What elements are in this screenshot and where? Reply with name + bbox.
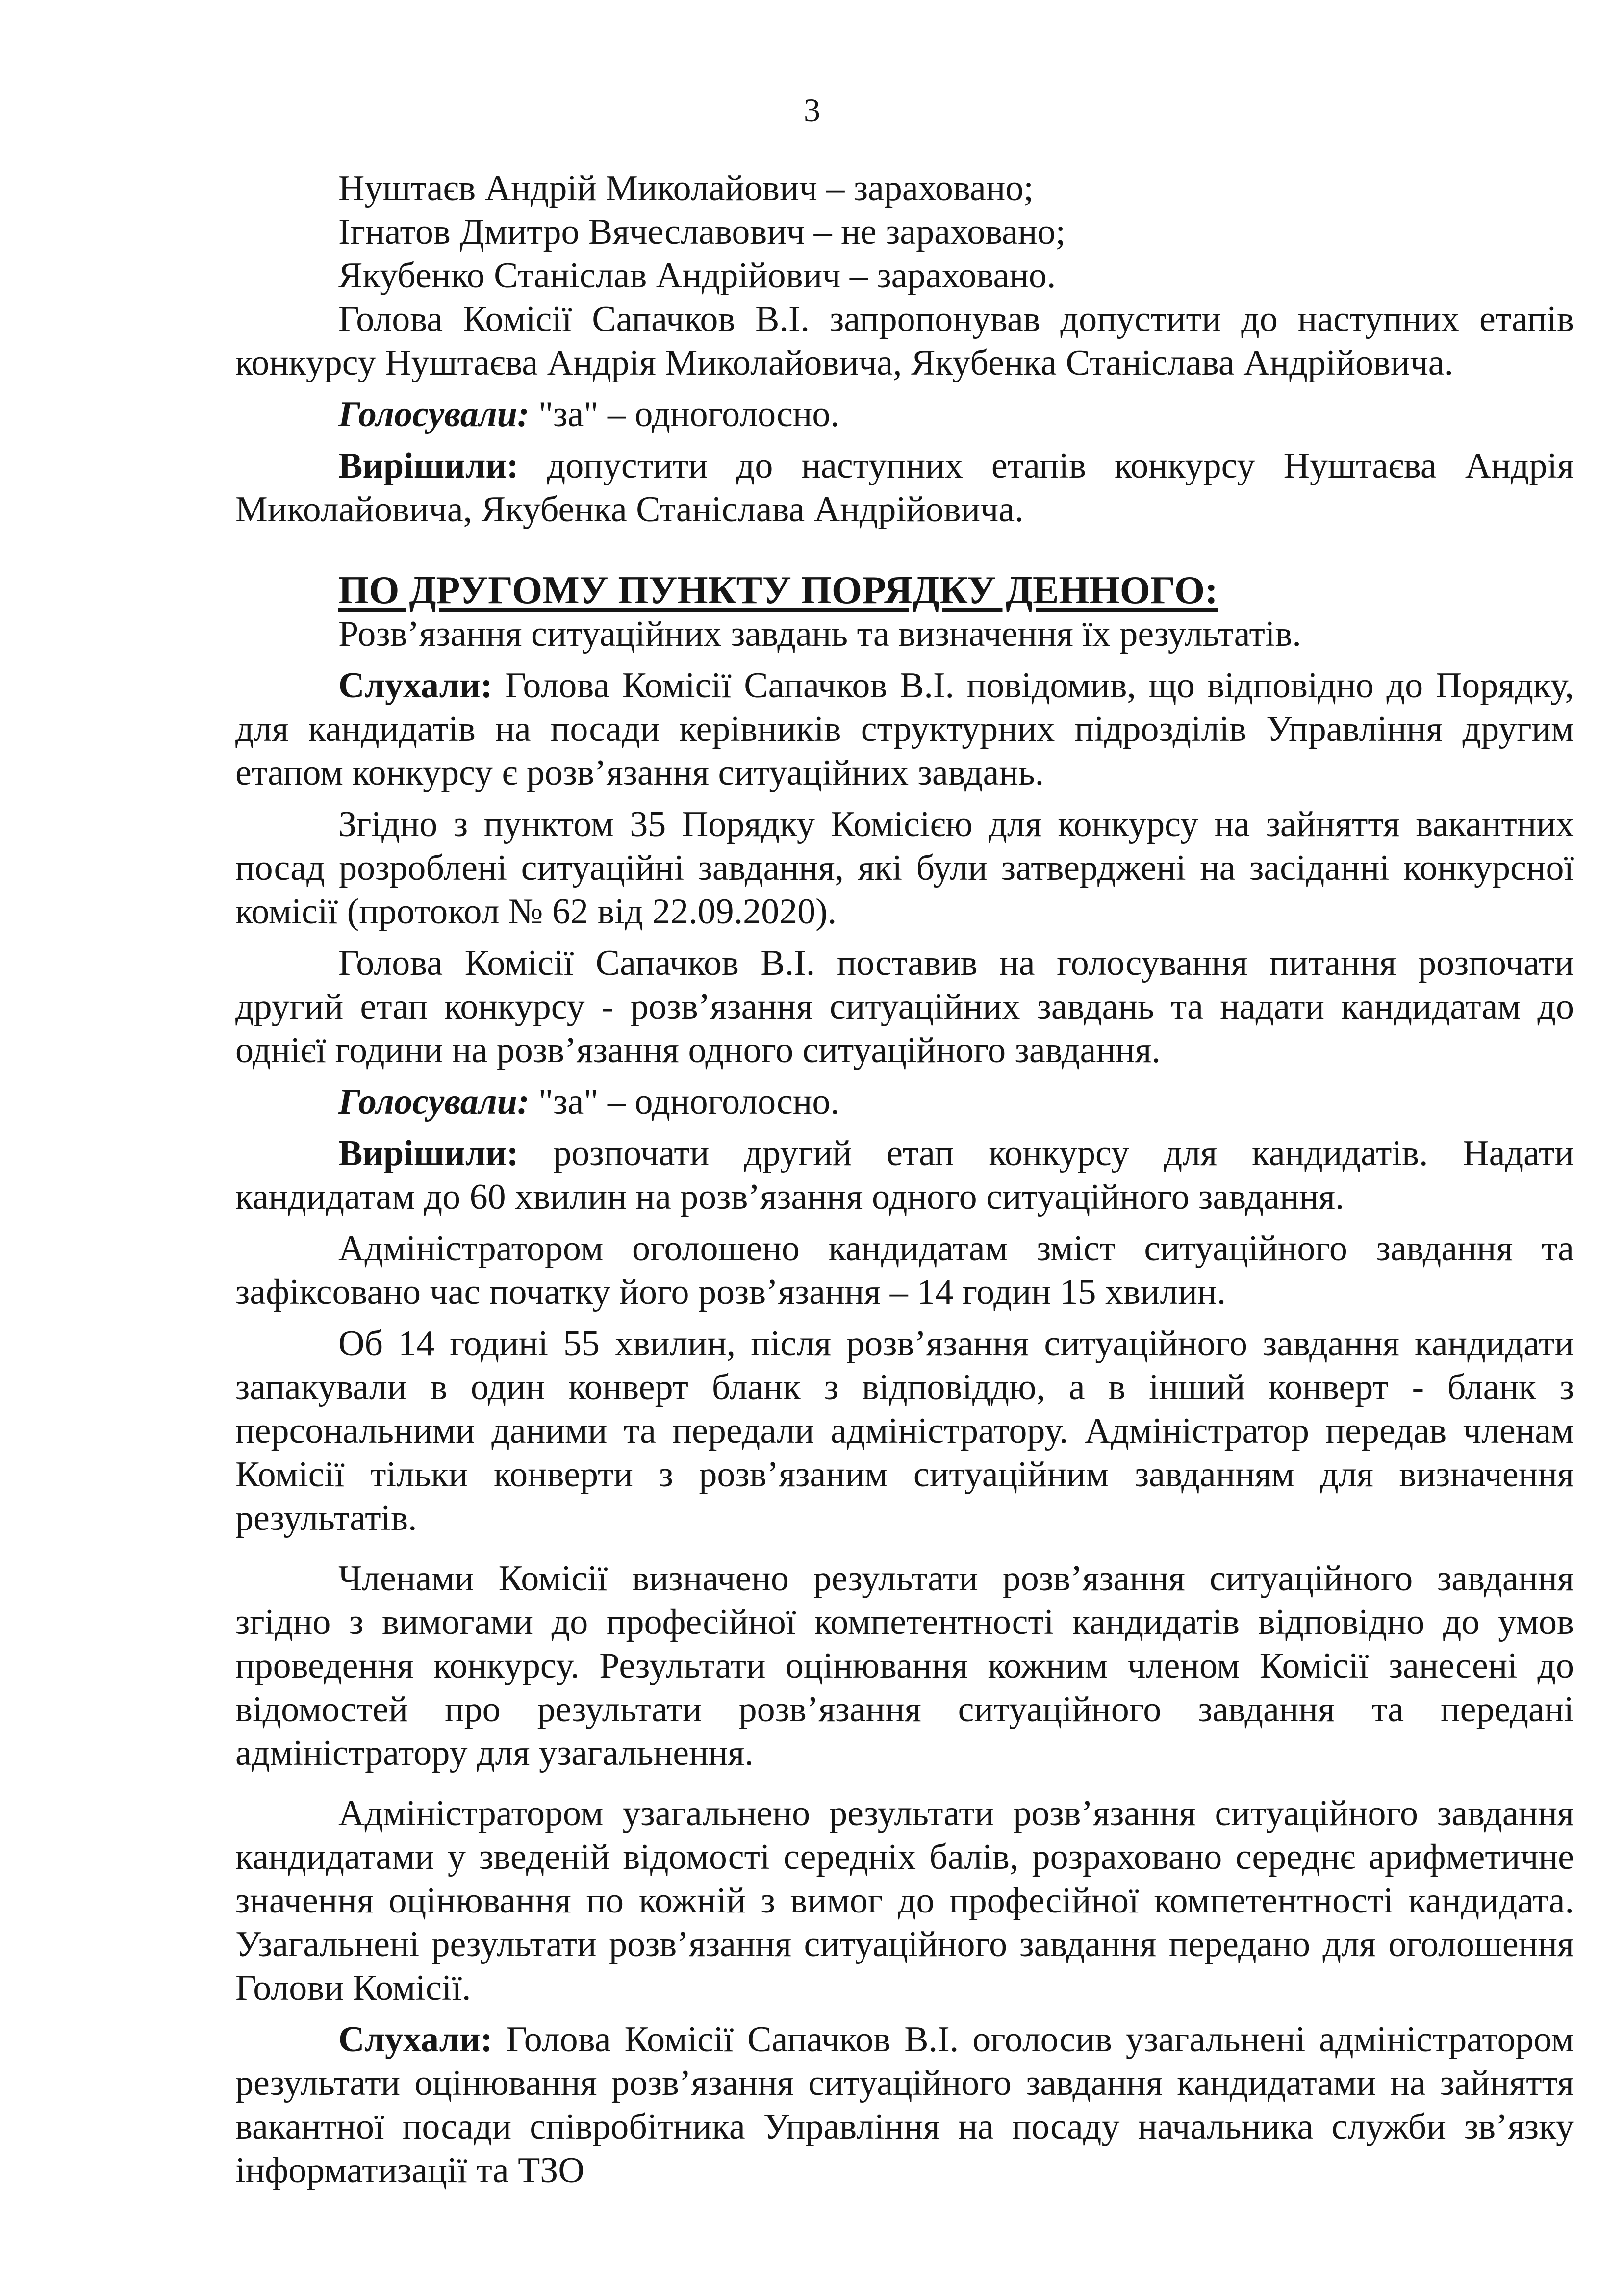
heard-text: Голова Комісії Сапачков В.І. оголосив узагальнені адміністратором результати оцінювання розв’язання ситуаційного завдання кандидатами на зайняття вакантної посади співробітника Управління на посаду начальника служби зв’язку інформатизації та ТЗО bbox=[235, 2019, 1574, 2191]
section-subtitle: Розв’язання ситуаційних завдань та визначення їх результатів. bbox=[338, 614, 1301, 654]
decision-text: розпочати другий етап конкурсу для кандидатів. Надати кандидатам до 60 хвилин на розв’язання одного ситуаційного завдання. bbox=[235, 1133, 1574, 1217]
result-line bbox=[235, 167, 1574, 210]
heard-paragraph bbox=[235, 2018, 1574, 2192]
vote-proposal-paragraph: Голова Комісії Сапачков В.І. поставив на голосування питання розпочати другий етап конкурсу - розв’язання ситуаційних завдань та надати кандидатам до однієї години на розв’язання одного ситуаційного завдання. bbox=[235, 943, 1574, 1071]
vote-text: "за" – одноголосно. bbox=[529, 394, 839, 434]
admin-start-paragraph: Адміністратором оголошено кандидатам зміст ситуаційного завдання та зафіксовано час початку його розв’язання – 14 годин 15 хвилин. bbox=[235, 1228, 1574, 1312]
decision-label: Вирішили: bbox=[338, 446, 519, 486]
members-paragraph: Членами Комісії визначено результати розв’язання ситуаційного завдання згідно з вимогами до професійної компетентності кандидатів відповідно до умов проведення конкурсу. Результати оцінювання кожним членом Комісії занесені до відомостей про результати розв’язання ситуаційного завдання та передані адміністратору для узагальнення. bbox=[235, 1558, 1574, 1773]
vote-paragraph bbox=[235, 393, 1574, 436]
envelopes-paragraph: Об 14 годині 55 хвилин, після розв’язання ситуаційного завдання кандидати запакували в один конверт бланк з відповіддю, а в інший конверт - бланк з персональними даними та передали адміністратору. Адміністратор передав членам Комісії тільки конверти з розв’язаним ситуаційним завданням для визначення результатів. bbox=[235, 1324, 1574, 1538]
heard-paragraph bbox=[235, 664, 1574, 795]
candidate-result: – зараховано; bbox=[817, 168, 1034, 208]
candidate-result: – зараховано. bbox=[840, 255, 1056, 296]
candidate-result: – не зараховано; bbox=[805, 212, 1066, 252]
decision-text: допустити до наступних етапів конкурсу Нуштаєва Андрія Миколайовича, Якубенка Станіслава Андрійовича. bbox=[235, 446, 1574, 530]
page-number: 3 bbox=[804, 91, 820, 128]
proposal-paragraph: Голова Комісії Сапачков В.І. запропонував допустити до наступних етапів конкурсу Нуштаєва Андрія Миколайовича, Якубенка Станіслава Андрійовича. bbox=[235, 299, 1574, 383]
point35-paragraph: Згідно з пунктом 35 Порядку Комісією для конкурсу на зайняття вакантних посад розроблені ситуаційні завдання, які були затверджені на засіданні конкурсної комісії (протокол № 62 від 22.09.2020). bbox=[235, 804, 1574, 932]
decision-label: Вирішили: bbox=[338, 1133, 519, 1173]
document-body bbox=[235, 167, 1574, 2192]
candidate-name: Якубенко Станіслав Андрійович bbox=[338, 255, 841, 296]
admin-summary-paragraph: Адміністратором узагальнено результати розв’язання ситуаційного завдання кандидатами у зведеній відомості середніх балів, розраховано середнє арифметичне значення оцінювання по кожній з вимог до професійної компетентності кандидата. Узагальнені результати розв’язання ситуаційного завдання передано для оголошення Голови Комісії. bbox=[235, 1793, 1574, 2008]
vote-label: Голосували: bbox=[338, 394, 530, 434]
heard-label: Слухали: bbox=[338, 665, 493, 706]
heard-label: Слухали: bbox=[338, 2019, 493, 2060]
candidate-name: Ігнатов Дмитро Вячеславович bbox=[338, 212, 805, 252]
heard-text: Голова Комісії Сапачков В.І. повідомив, що відповідно до Порядку, для кандидатів на посади керівників структурних підрозділів Управління другим етапом конкурсу є розв’язання ситуаційних завдань. bbox=[235, 665, 1574, 793]
result-line bbox=[235, 210, 1574, 254]
vote-label: Голосували: bbox=[338, 1082, 530, 1122]
decision-paragraph bbox=[235, 1132, 1574, 1219]
section-heading: ПО ДРУГОМУ ПУНКТУ ПОРЯДКУ ДЕННОГО: bbox=[338, 569, 1218, 612]
candidate-name: Нуштаєв Андрій Миколайович bbox=[338, 168, 817, 208]
result-line bbox=[235, 254, 1574, 298]
vote-text: "за" – одноголосно. bbox=[529, 1082, 839, 1122]
decision-paragraph bbox=[235, 444, 1574, 532]
vote-paragraph bbox=[235, 1080, 1574, 1124]
